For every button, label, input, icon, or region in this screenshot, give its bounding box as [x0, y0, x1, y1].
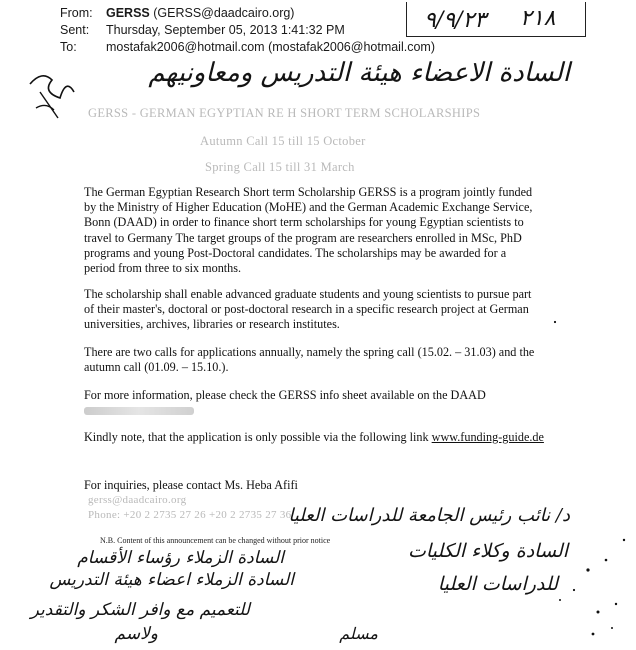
stamp-number: ٢١٨	[520, 6, 556, 31]
footnote: N.B. Content of this announcement can be changed without prior notice	[100, 536, 331, 545]
speck	[623, 539, 625, 541]
speck	[611, 627, 613, 629]
email-from-line: From: GERSS (GERSS@daadcairo.org)	[60, 6, 295, 20]
email-sent-line: Sent: Thursday, September 05, 2013 1:41:32 PM	[60, 23, 345, 37]
handwritten-left-2: السادة الزملاء اعضاء هيئة التدريس	[49, 570, 294, 590]
handwritten-left-4: ولاسم	[114, 624, 158, 644]
paragraph-inquiries: For inquiries, please contact Ms. Heba Afifi	[84, 478, 298, 492]
handwritten-right-1: د/ نائب رئيس الجامعة للدراسات العليا	[288, 505, 570, 526]
faint-contact-phone: Phone: +20 2 2735 27 26 +20 2 2735 27 36	[88, 509, 292, 521]
funding-guide-link[interactable]: www.funding-guide.de	[431, 430, 544, 444]
handwritten-right-2: السادة وكلاء الكليات	[407, 540, 568, 562]
faint-autumn-call: Autumn Call 15 till 15 October	[200, 134, 366, 148]
speck	[559, 599, 561, 601]
paragraph-purpose: The scholarship shall enable advanced graduate students and young scientists to pursue part of their master's, doctoral or post-doctoral research in a specific research project at German universities, archives, libraries or research institutes.	[84, 287, 532, 332]
email-to-line: To: mostafak2006@hotmail.com (mostafak2006@hotmail.com)	[60, 40, 435, 54]
handwritten-left-3: للتعميم مع وافر الشكر والتقدير	[30, 600, 250, 620]
speck	[586, 568, 589, 571]
handwritten-left-1: السادة الزملاء رؤساء الأقسام	[77, 548, 284, 568]
paragraph-more-info: For more information, please check the GERSS info sheet available on the DAAD	[84, 388, 540, 418]
paragraph-intro: The German Egyptian Research Short term Scholarship GERSS is a program jointly funded by the Ministry of Higher Education (MoHE) and the German Academic Exchange Service, Bonn (DAAD) in order to finance short term scholarships for young Egyptian scientists to travel to Germany The target groups of the program are researchers enrolled in MSc, PhD programs and young Post-Doctoral candidates. The scholarships may be awarded for a period from three to six months.	[84, 185, 533, 276]
speck	[554, 321, 556, 323]
speck	[605, 559, 608, 562]
speck	[592, 633, 595, 636]
handwritten-right-3: للدراسات العليا	[437, 573, 558, 595]
stamp-date: ٩/٩/٢٣	[424, 8, 487, 33]
speck	[597, 611, 600, 614]
speck	[573, 589, 575, 591]
faint-title: GERSS - GERMAN EGYPTIAN RE H SHORT TERM SCHOLARSHIPS	[88, 106, 481, 120]
margin-scribble	[30, 76, 74, 98]
speck	[615, 603, 617, 605]
paragraph-calls: There are two calls for applications annually, namely the spring call (15.02. – 31.03) and the autumn call (01.09. – 15.10.).	[84, 345, 535, 375]
faint-spring-call: Spring Call 15 till 31 March	[205, 160, 355, 174]
paragraph-application: Kindly note, that the application is only possible via the following link www.funding-guide.de	[84, 430, 544, 444]
handwritten-addressee: السادة الاعضاء هيئة التدريس ومعاونيهم	[148, 58, 570, 88]
handwritten-signature: مسلم	[339, 624, 378, 643]
faint-contact-email: gerss@daadcairo.org	[88, 494, 187, 506]
